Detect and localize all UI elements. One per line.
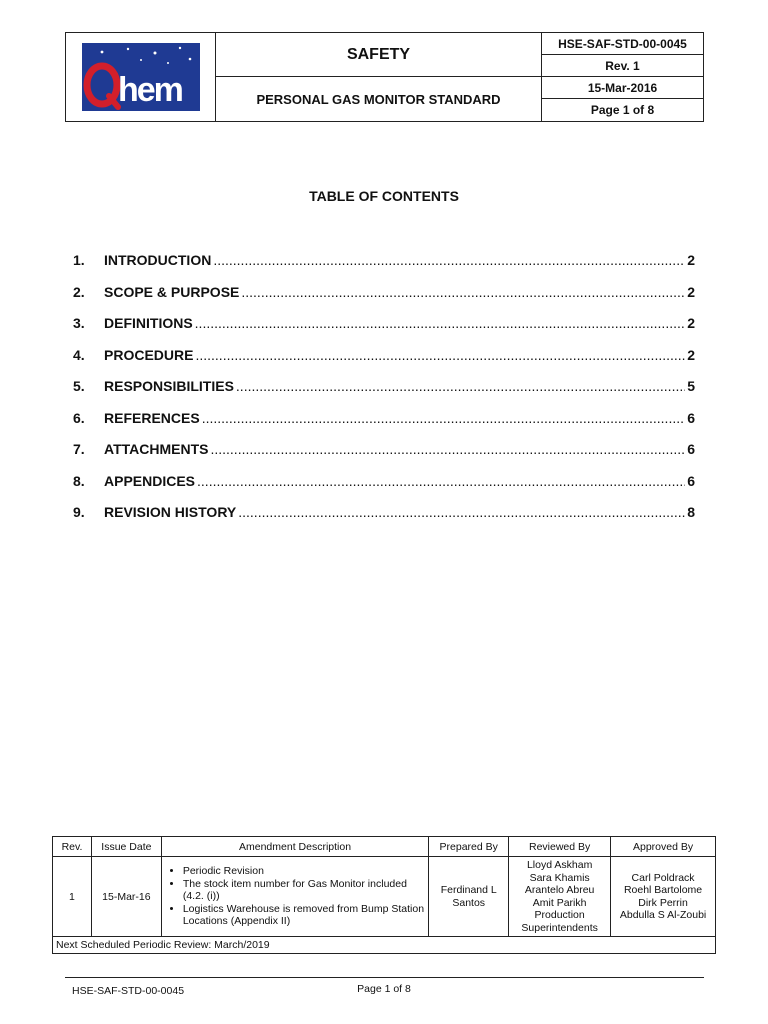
toc-leader-dots <box>195 315 686 331</box>
toc-label: RESPONSIBILITIES <box>104 378 234 394</box>
toc-page-number: 5 <box>687 378 695 394</box>
list-item: • Periodic Revision <box>183 865 425 878</box>
toc-item[interactable] <box>73 347 695 379</box>
meta-cell <box>542 33 703 121</box>
toc-page-number: 2 <box>687 252 695 268</box>
amendment-cell <box>161 857 428 937</box>
toc-label: INTRODUCTION <box>104 252 212 268</box>
toc-leader-dots <box>213 252 685 268</box>
amendment-list <box>165 865 425 928</box>
toc-item[interactable] <box>73 284 695 316</box>
toc-label: DEFINITIONS <box>104 315 193 331</box>
column-header: Approved By <box>611 837 716 857</box>
toc-page-number: 6 <box>687 441 695 457</box>
reviewed-by-cell <box>509 857 611 937</box>
column-header: Amendment Description <box>161 837 428 857</box>
footer-page-number: Page 1 of 8 <box>357 983 411 995</box>
column-header: Issue Date <box>91 837 161 857</box>
reviewer-name: Production Superintendents <box>521 909 598 934</box>
toc-item[interactable] <box>73 410 695 442</box>
toc-page-number: 8 <box>687 504 695 520</box>
document-title: PERSONAL GAS MONITOR STANDARD <box>256 91 501 107</box>
approver-name: Dirk Perrin <box>638 896 688 909</box>
toc-number: 9. <box>73 504 85 520</box>
qchem-logo <box>82 43 200 111</box>
toc-leader-dots <box>210 441 685 457</box>
toc-leader-dots <box>241 284 685 300</box>
title-cell <box>216 33 542 121</box>
toc-number: 8. <box>73 472 85 489</box>
revision-table-header-row <box>53 837 716 857</box>
toc-label: PROCEDURE <box>104 346 194 363</box>
toc-number: 3. <box>73 315 85 331</box>
rev-cell: 1 <box>53 857 92 937</box>
toc-item[interactable] <box>73 252 695 284</box>
table-row <box>53 857 716 937</box>
toc-label: ATTACHMENTS <box>104 441 209 457</box>
toc-label: REVISION HISTORY <box>104 504 237 520</box>
footer-document-number: HSE-SAF-STD-00-0045 <box>72 985 185 997</box>
svg-text:hem: hem <box>117 71 182 109</box>
prepared-by-cell: Ferdinand L Santos <box>429 857 509 937</box>
approver-name: Abdulla S Al-Zoubi <box>619 909 707 921</box>
toc-page-number: 2 <box>687 283 695 300</box>
document-category: SAFETY <box>216 33 541 77</box>
reviewer-name: Arantelo Abreu <box>524 884 595 896</box>
toc-page-number: 2 <box>687 346 695 363</box>
list-item: • Logistics Warehouse is removed from Bump Station Locations (Appendix II) <box>183 903 425 928</box>
next-review-row <box>53 937 716 954</box>
document-number: HSE-SAF-STD-00-0045 <box>542 33 703 55</box>
list-item: • The stock item number for Gas Monitor included (4.2. (i)) <box>183 878 425 903</box>
toc-leader-dots <box>236 378 685 394</box>
column-header: Reviewed By <box>509 837 611 857</box>
toc-item[interactable] <box>73 473 695 505</box>
toc-item[interactable] <box>73 315 695 347</box>
column-header: Prepared By <box>429 837 509 857</box>
toc-label: SCOPE & PURPOSE <box>104 283 240 300</box>
toc-number: 5. <box>73 378 85 394</box>
toc-leader-dots <box>195 347 685 363</box>
toc-page-number: 6 <box>687 409 695 426</box>
revision-number: Rev. 1 <box>542 55 703 77</box>
toc-list <box>73 252 695 536</box>
toc-item[interactable] <box>73 441 695 473</box>
toc-item[interactable] <box>73 378 695 410</box>
toc-number: 6. <box>73 409 85 426</box>
logo-cell <box>66 33 216 121</box>
issue-date-cell: 15-Mar-16 <box>91 857 161 937</box>
issue-date: 15-Mar-2016 <box>542 77 703 99</box>
revision-table <box>52 836 716 954</box>
toc-number: 4. <box>73 346 85 363</box>
toc-number: 7. <box>73 441 85 457</box>
column-header: Rev. <box>53 837 92 857</box>
toc-page-number: 2 <box>687 315 695 331</box>
page-indicator: Page 1 of 8 <box>590 103 655 117</box>
approver-name: Carl Poldrack <box>631 871 695 884</box>
toc-item[interactable] <box>73 504 695 536</box>
toc-heading: TABLE OF CONTENTS <box>309 188 459 204</box>
footer-divider <box>65 977 704 978</box>
approver-name: Roehl Bartolome <box>623 884 703 896</box>
toc-label: REFERENCES <box>104 409 200 426</box>
document-header <box>65 32 704 122</box>
approved-by-cell <box>611 857 716 937</box>
reviewer-name: Amit Parikh <box>532 896 587 909</box>
reviewer-name: Sara Khamis <box>529 871 590 884</box>
toc-number: 1. <box>73 252 85 268</box>
toc-leader-dots <box>238 504 685 520</box>
toc-leader-dots <box>202 410 686 426</box>
toc-page-number: 6 <box>687 472 695 489</box>
toc-leader-dots <box>197 473 685 489</box>
next-review-text: Next Scheduled Periodic Review: March/2019 <box>53 937 716 954</box>
toc-number: 2. <box>73 283 85 300</box>
toc-label: APPENDICES <box>104 472 196 489</box>
reviewer-name: Lloyd Askham <box>526 859 593 871</box>
